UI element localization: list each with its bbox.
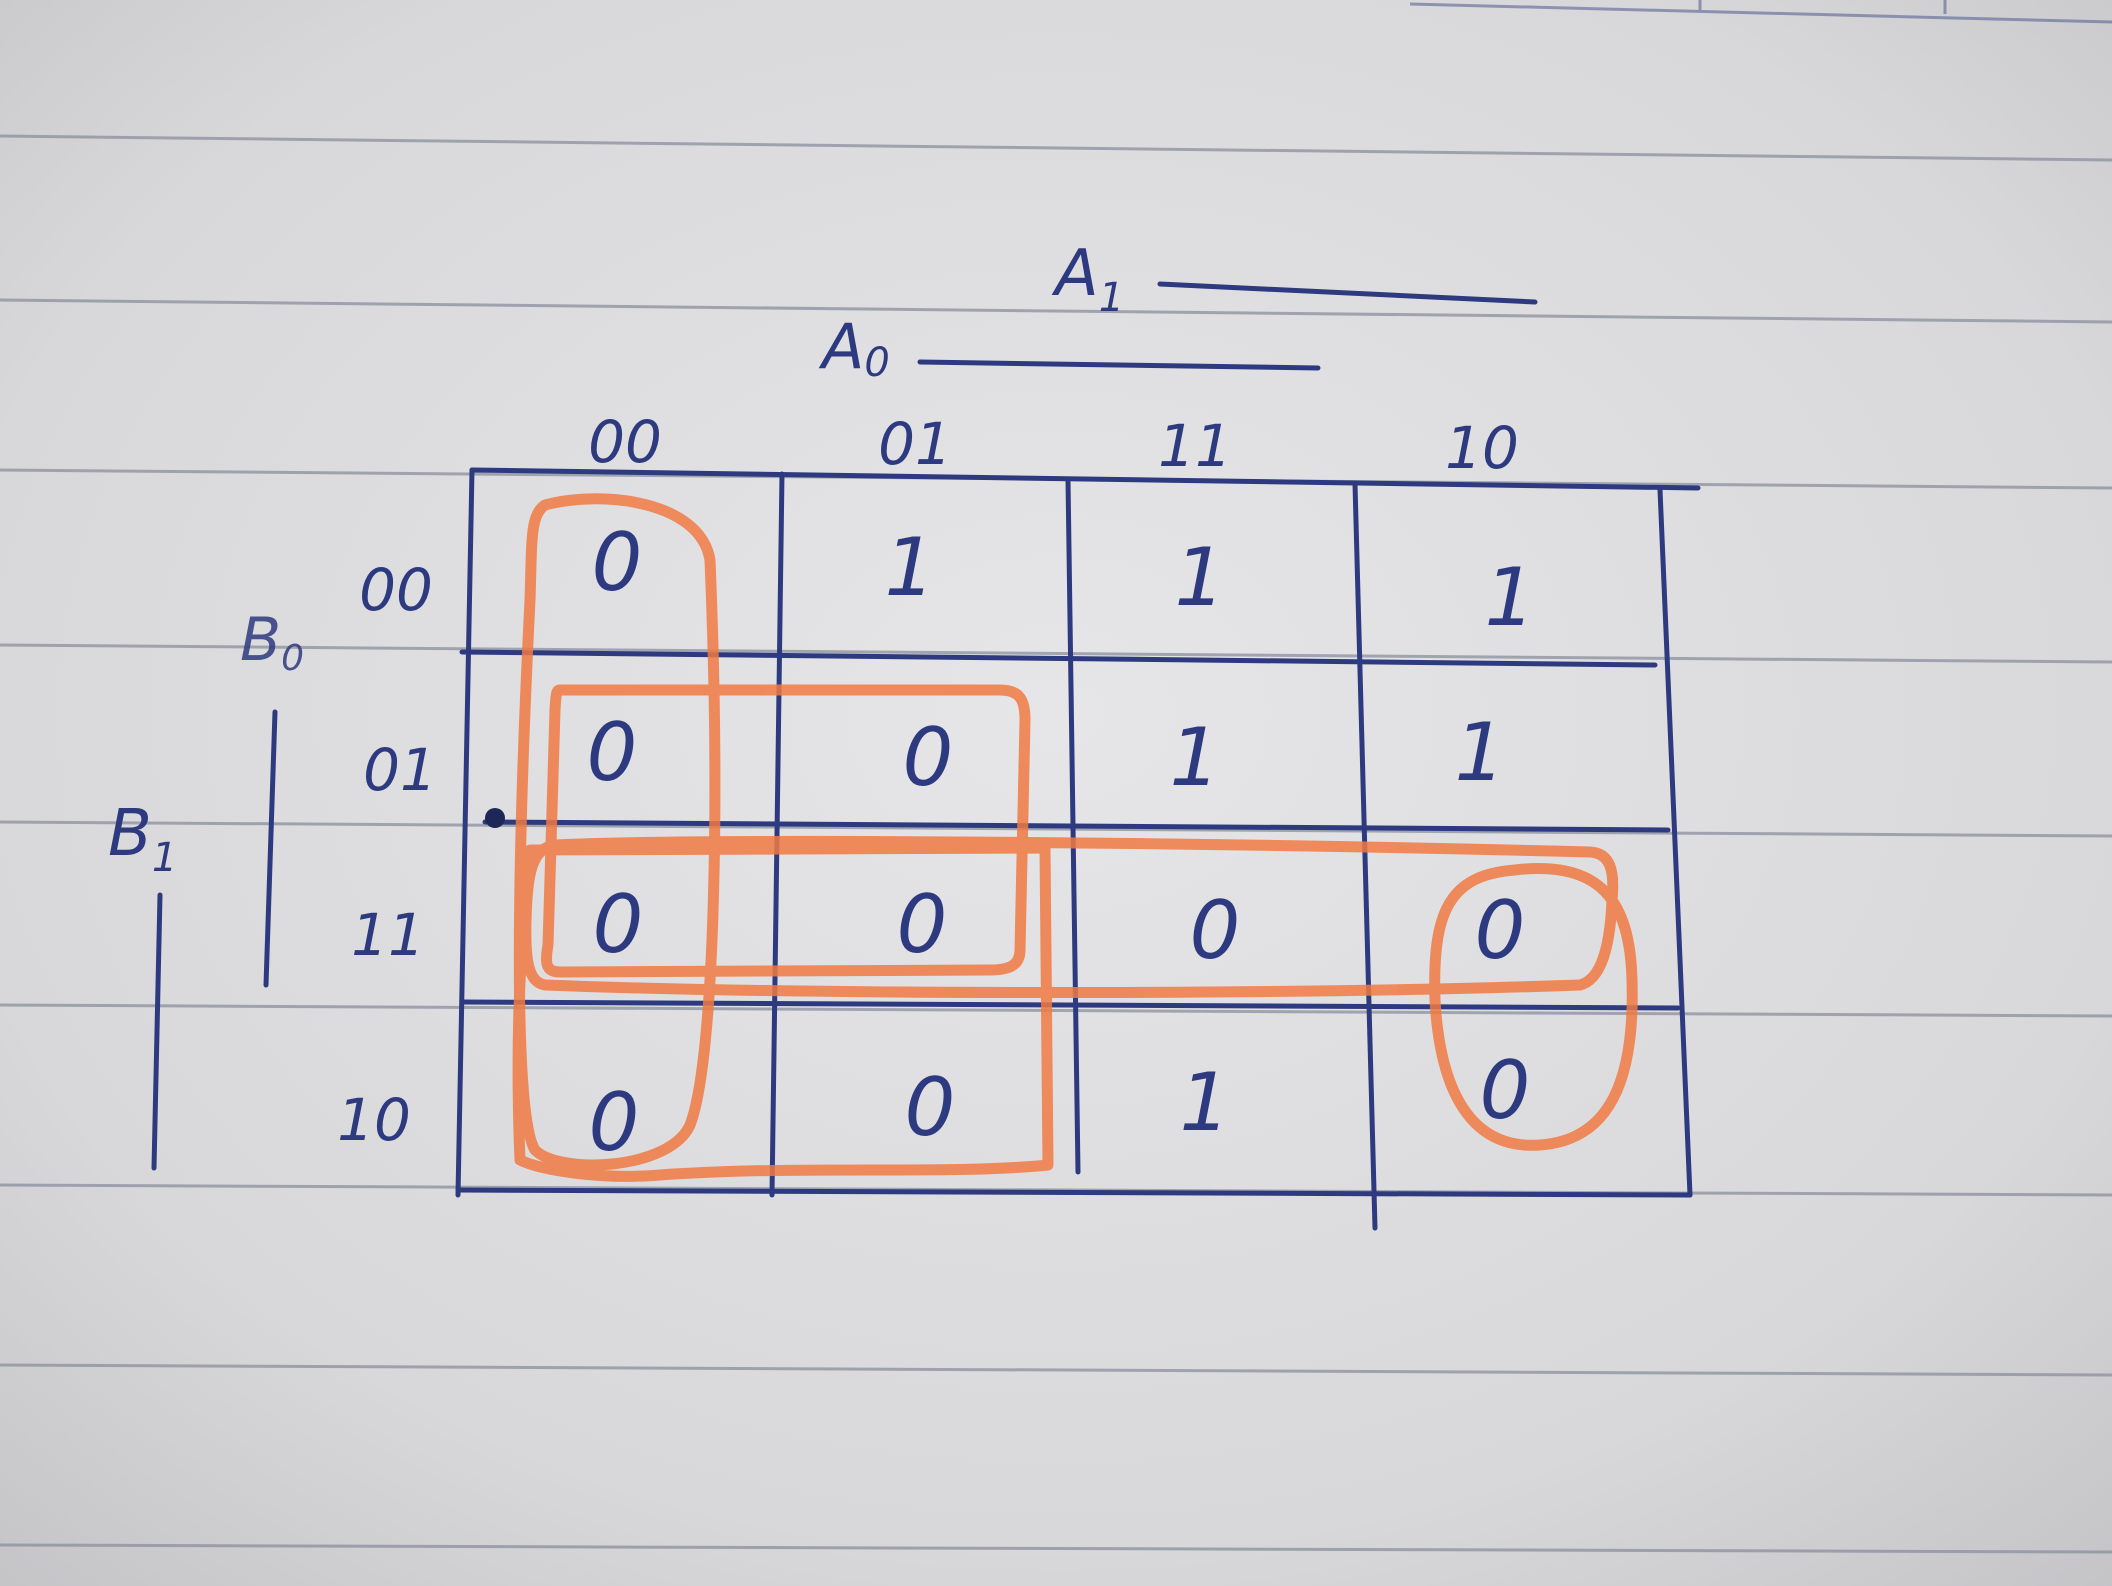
cell-value: 0	[1189, 884, 1241, 977]
ink-dot	[485, 808, 505, 828]
column-header: 10	[1445, 414, 1519, 482]
cell-value: 0	[592, 878, 644, 971]
cell-value: 0	[896, 878, 948, 971]
cell-value: 0	[586, 706, 638, 799]
cell-value: 0	[591, 516, 643, 609]
cell-value: 0	[902, 711, 954, 804]
cell-value: 0	[1479, 1044, 1531, 1137]
a0-label: A0	[822, 310, 890, 386]
a1-label: $A_1$	[1055, 237, 1125, 321]
cell-value: 1	[1454, 706, 1506, 799]
cell-value: 1	[1484, 551, 1536, 644]
column-header: 11	[1158, 412, 1232, 480]
column-header: 01	[878, 410, 952, 478]
cell-value: 1	[884, 521, 936, 614]
row-header: 11	[351, 901, 425, 969]
b0-label: B0	[240, 605, 305, 679]
cell-value: 1	[1174, 531, 1226, 624]
column-header: 00	[588, 408, 662, 476]
cell-value: 0	[1474, 884, 1526, 977]
row-header: 01	[363, 736, 437, 804]
row-header: 10	[337, 1086, 411, 1154]
cell-value: 1	[1169, 711, 1221, 804]
cell-value: 0	[904, 1061, 956, 1154]
cell-value: 0	[588, 1076, 640, 1169]
row-header: 00	[359, 556, 433, 624]
b1-label: $B_1$	[108, 797, 178, 881]
cell-value: 1	[1179, 1056, 1231, 1149]
